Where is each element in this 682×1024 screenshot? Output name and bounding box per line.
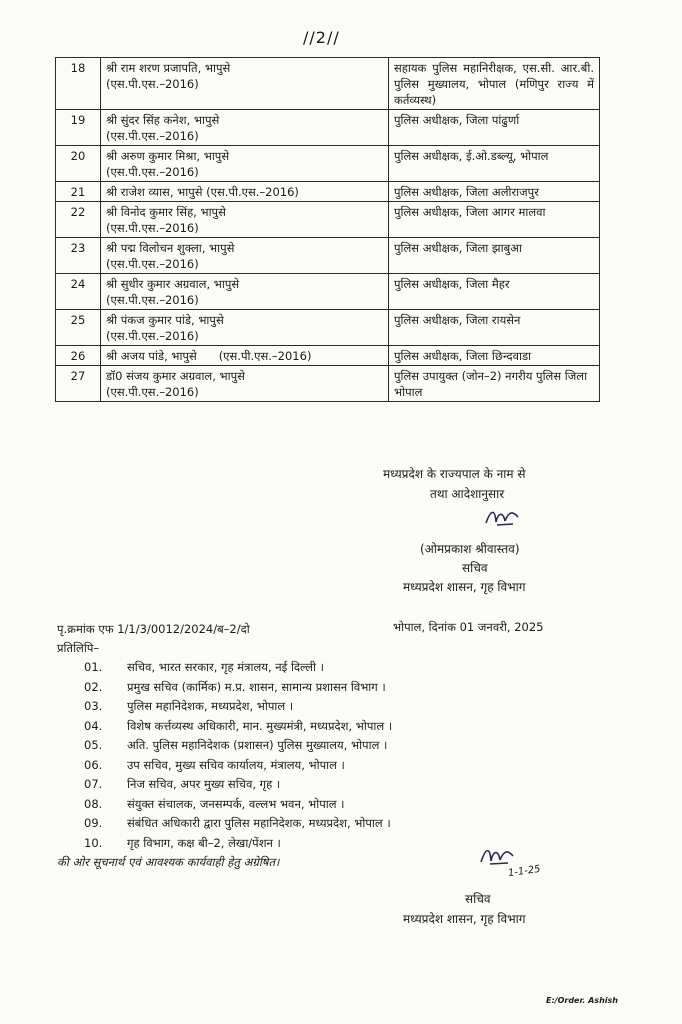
copy-item-text: संयुक्त संचालक, जनसम्पर्क, वल्लभ भवन, भोपाल । — [127, 796, 345, 811]
officer-name: श्री अरुण कुमार मिश्रा, भापुसे — [106, 149, 230, 163]
copy-item-number: 01. — [84, 660, 103, 674]
officer-batch: (एस.पी.एस.–2016) — [106, 293, 199, 307]
copy-item-text: विशेष कर्त्तव्यस्थ अधिकारी, मान. मुख्यमंत्री, मध्यप्रदेश, भोपाल । — [127, 718, 393, 733]
officer-batch: (एस.पी.एस.–2016) — [106, 77, 199, 91]
officer-cell — [101, 202, 389, 238]
serial-number: 23 — [56, 238, 101, 274]
final-department: मध्यप्रदेश शासन, गृह विभाग — [403, 912, 526, 926]
copy-item-text: निज सचिव, अपर मुख्य सचिव, गृह । — [127, 777, 281, 791]
officer-batch: (एस.पी.एस.–2016) — [106, 129, 199, 143]
table-row — [56, 146, 600, 182]
officer-cell — [101, 346, 389, 366]
officer-designation: सचिव — [462, 561, 488, 575]
serial-number: 21 — [56, 182, 101, 202]
serial-number: 24 — [56, 274, 101, 310]
signature-date: 1-1-25 — [507, 863, 542, 880]
serial-number: 25 — [56, 310, 101, 346]
officer-department: मध्यप्रदेश शासन, गृह विभाग — [403, 580, 526, 594]
officer-batch: (एस.पी.एस.–2016) — [106, 165, 199, 179]
posting-cell: पुलिस अधीक्षक, ई.ओ.डब्ल्यू, भोपाल — [389, 146, 600, 182]
serial-number: 18 — [56, 58, 101, 110]
page-number: //2// — [303, 28, 340, 47]
copy-item-number: 06. — [84, 757, 103, 772]
copy-item-text: उप सचिव, मुख्य सचिव कार्यालय, मंत्रालय, भोपाल । — [127, 757, 345, 772]
officer-name: श्री सुधीर कुमार अग्रवाल, भापुसे — [106, 277, 240, 291]
posting-cell: पुलिस अधीक्षक, जिला मैहर — [389, 274, 600, 310]
copy-item-text: संबंधित अधिकारी द्वारा पुलिस महानिदेशक, मध्यप्रदेश, भोपाल । — [127, 816, 391, 830]
file-reference: E:/Order. Ashish — [546, 996, 618, 1005]
final-designation: सचिव — [465, 892, 491, 906]
copy-item-number: 05. — [84, 738, 103, 752]
officer-cell — [101, 238, 389, 274]
forward-note: की ओर सूचनार्थ एवं आवश्यक कार्यवाही हेतु अग्रेषित। — [57, 855, 280, 869]
officer-batch: (एस.पी.एस.–2016) — [106, 329, 199, 343]
posting-cell: पुलिस अधीक्षक, जिला आगर मालवा — [389, 202, 600, 238]
posting-table — [55, 57, 600, 402]
authority-line-1: मध्यप्रदेश के राज्यपाल के नाम से — [383, 467, 526, 481]
posting-cell: सहायक पुलिस महानिरीक्षक, एस.सी. आर.बी. पुलिस मुख्यालय, भोपाल (मणिपुर राज्य में कर्तव्यस्थ) — [389, 58, 600, 110]
posting-cell: पुलिस अधीक्षक, जिला रायसेन — [389, 310, 600, 346]
officer-cell — [101, 110, 389, 146]
officer-batch: (एस.पी.एस.–2016) — [106, 221, 199, 235]
officer-name: श्री सुंदर सिंह कनेश, भापुसे — [106, 113, 220, 127]
table-row — [56, 346, 600, 366]
table-row — [56, 110, 600, 146]
posting-cell: पुलिस अधीक्षक, जिला छिन्दवाडा — [389, 346, 600, 366]
officer-batch: (एस.पी.एस.–2016) — [106, 385, 199, 399]
serial-number: 26 — [56, 346, 101, 366]
signature-mark — [483, 505, 523, 533]
officer-name: श्री राजेश व्यास, भापुसे (एस.पी.एस.–2016) — [106, 185, 299, 199]
table-row — [56, 58, 600, 110]
copy-item-number: 03. — [84, 699, 103, 713]
officer-batch: (एस.पी.एस.–2016) — [106, 257, 199, 271]
officer-cell — [101, 366, 389, 402]
posting-cell: पुलिस उपायुक्त (जोन–2) नगरीय पुलिस जिला भोपाल — [389, 366, 600, 402]
officer-cell — [101, 146, 389, 182]
copy-heading: प्रतिलिपि– — [57, 641, 100, 655]
serial-number: 22 — [56, 202, 101, 238]
copy-item-number: 08. — [84, 796, 103, 811]
posting-cell: पुलिस अधीक्षक, जिला अलीराजपुर — [389, 182, 600, 202]
copy-item-number: 07. — [84, 777, 103, 791]
copy-item-number: 04. — [84, 718, 103, 733]
order-date: भोपाल, दिनांक 01 जनवरी, 2025 — [393, 620, 544, 634]
table-row — [56, 310, 600, 346]
posting-cell: पुलिस अधीक्षक, जिला पांढुर्णा — [389, 110, 600, 146]
copy-item-number: 09. — [84, 816, 103, 830]
copy-item-text: सचिव, भारत सरकार, गृह मंत्रालय, नई दिल्ली । — [127, 660, 325, 674]
officer-cell — [101, 58, 389, 110]
officer-name: श्री पद्म विलोचन शुक्ला, भापुसे — [106, 241, 235, 255]
serial-number: 27 — [56, 366, 101, 402]
officer-name: श्री पंकज कुमार पांडे, भापुसे — [106, 313, 224, 327]
table-row — [56, 202, 600, 238]
table-row — [56, 238, 600, 274]
table-row — [56, 274, 600, 310]
reference-number: पृ.क्रमांक एफ 1/1/3/0012/2024/ब–2/दो — [57, 622, 250, 636]
copy-item-text: अति. पुलिस महानिदेशक (प्रशासन) पुलिस मुख्यालय, भोपाल । — [127, 738, 388, 752]
officer-name: श्री राम शरण प्रजापति, भापुसे — [106, 61, 231, 75]
copy-item-text: प्रमुख सचिव (कार्मिक) म.प्र. शासन, सामान्य प्रशासन विभाग । — [127, 679, 386, 694]
officer-name: श्री अजय पांडे, भापुसे (एस.पी.एस.–2016) — [106, 349, 312, 363]
copy-item-number: 10. — [84, 835, 103, 850]
officer-name: श्री विनोद कुमार सिंह, भापुसे — [106, 205, 226, 219]
serial-number: 20 — [56, 146, 101, 182]
copy-item-text: पुलिस महानिदेशक, मध्यप्रदेश, भोपाल । — [127, 699, 294, 713]
officer-name: डॉ0 संजय कुमार अग्रवाल, भापुसे — [106, 369, 245, 383]
officer-cell — [101, 182, 389, 202]
officer-cell — [101, 274, 389, 310]
copy-item-number: 02. — [84, 679, 103, 694]
table-row — [56, 366, 600, 402]
copy-item-text: गृह विभाग, कक्ष बी–2, लेखा/पेंशन । — [127, 835, 281, 850]
table-row — [56, 182, 600, 202]
serial-number: 19 — [56, 110, 101, 146]
officer-name: (ओमप्रकाश श्रीवास्तव) — [420, 542, 520, 556]
posting-cell: पुलिस अधीक्षक, जिला झाबुआ — [389, 238, 600, 274]
authority-line-2: तथा आदेशानुसार — [430, 487, 505, 501]
officer-cell — [101, 310, 389, 346]
